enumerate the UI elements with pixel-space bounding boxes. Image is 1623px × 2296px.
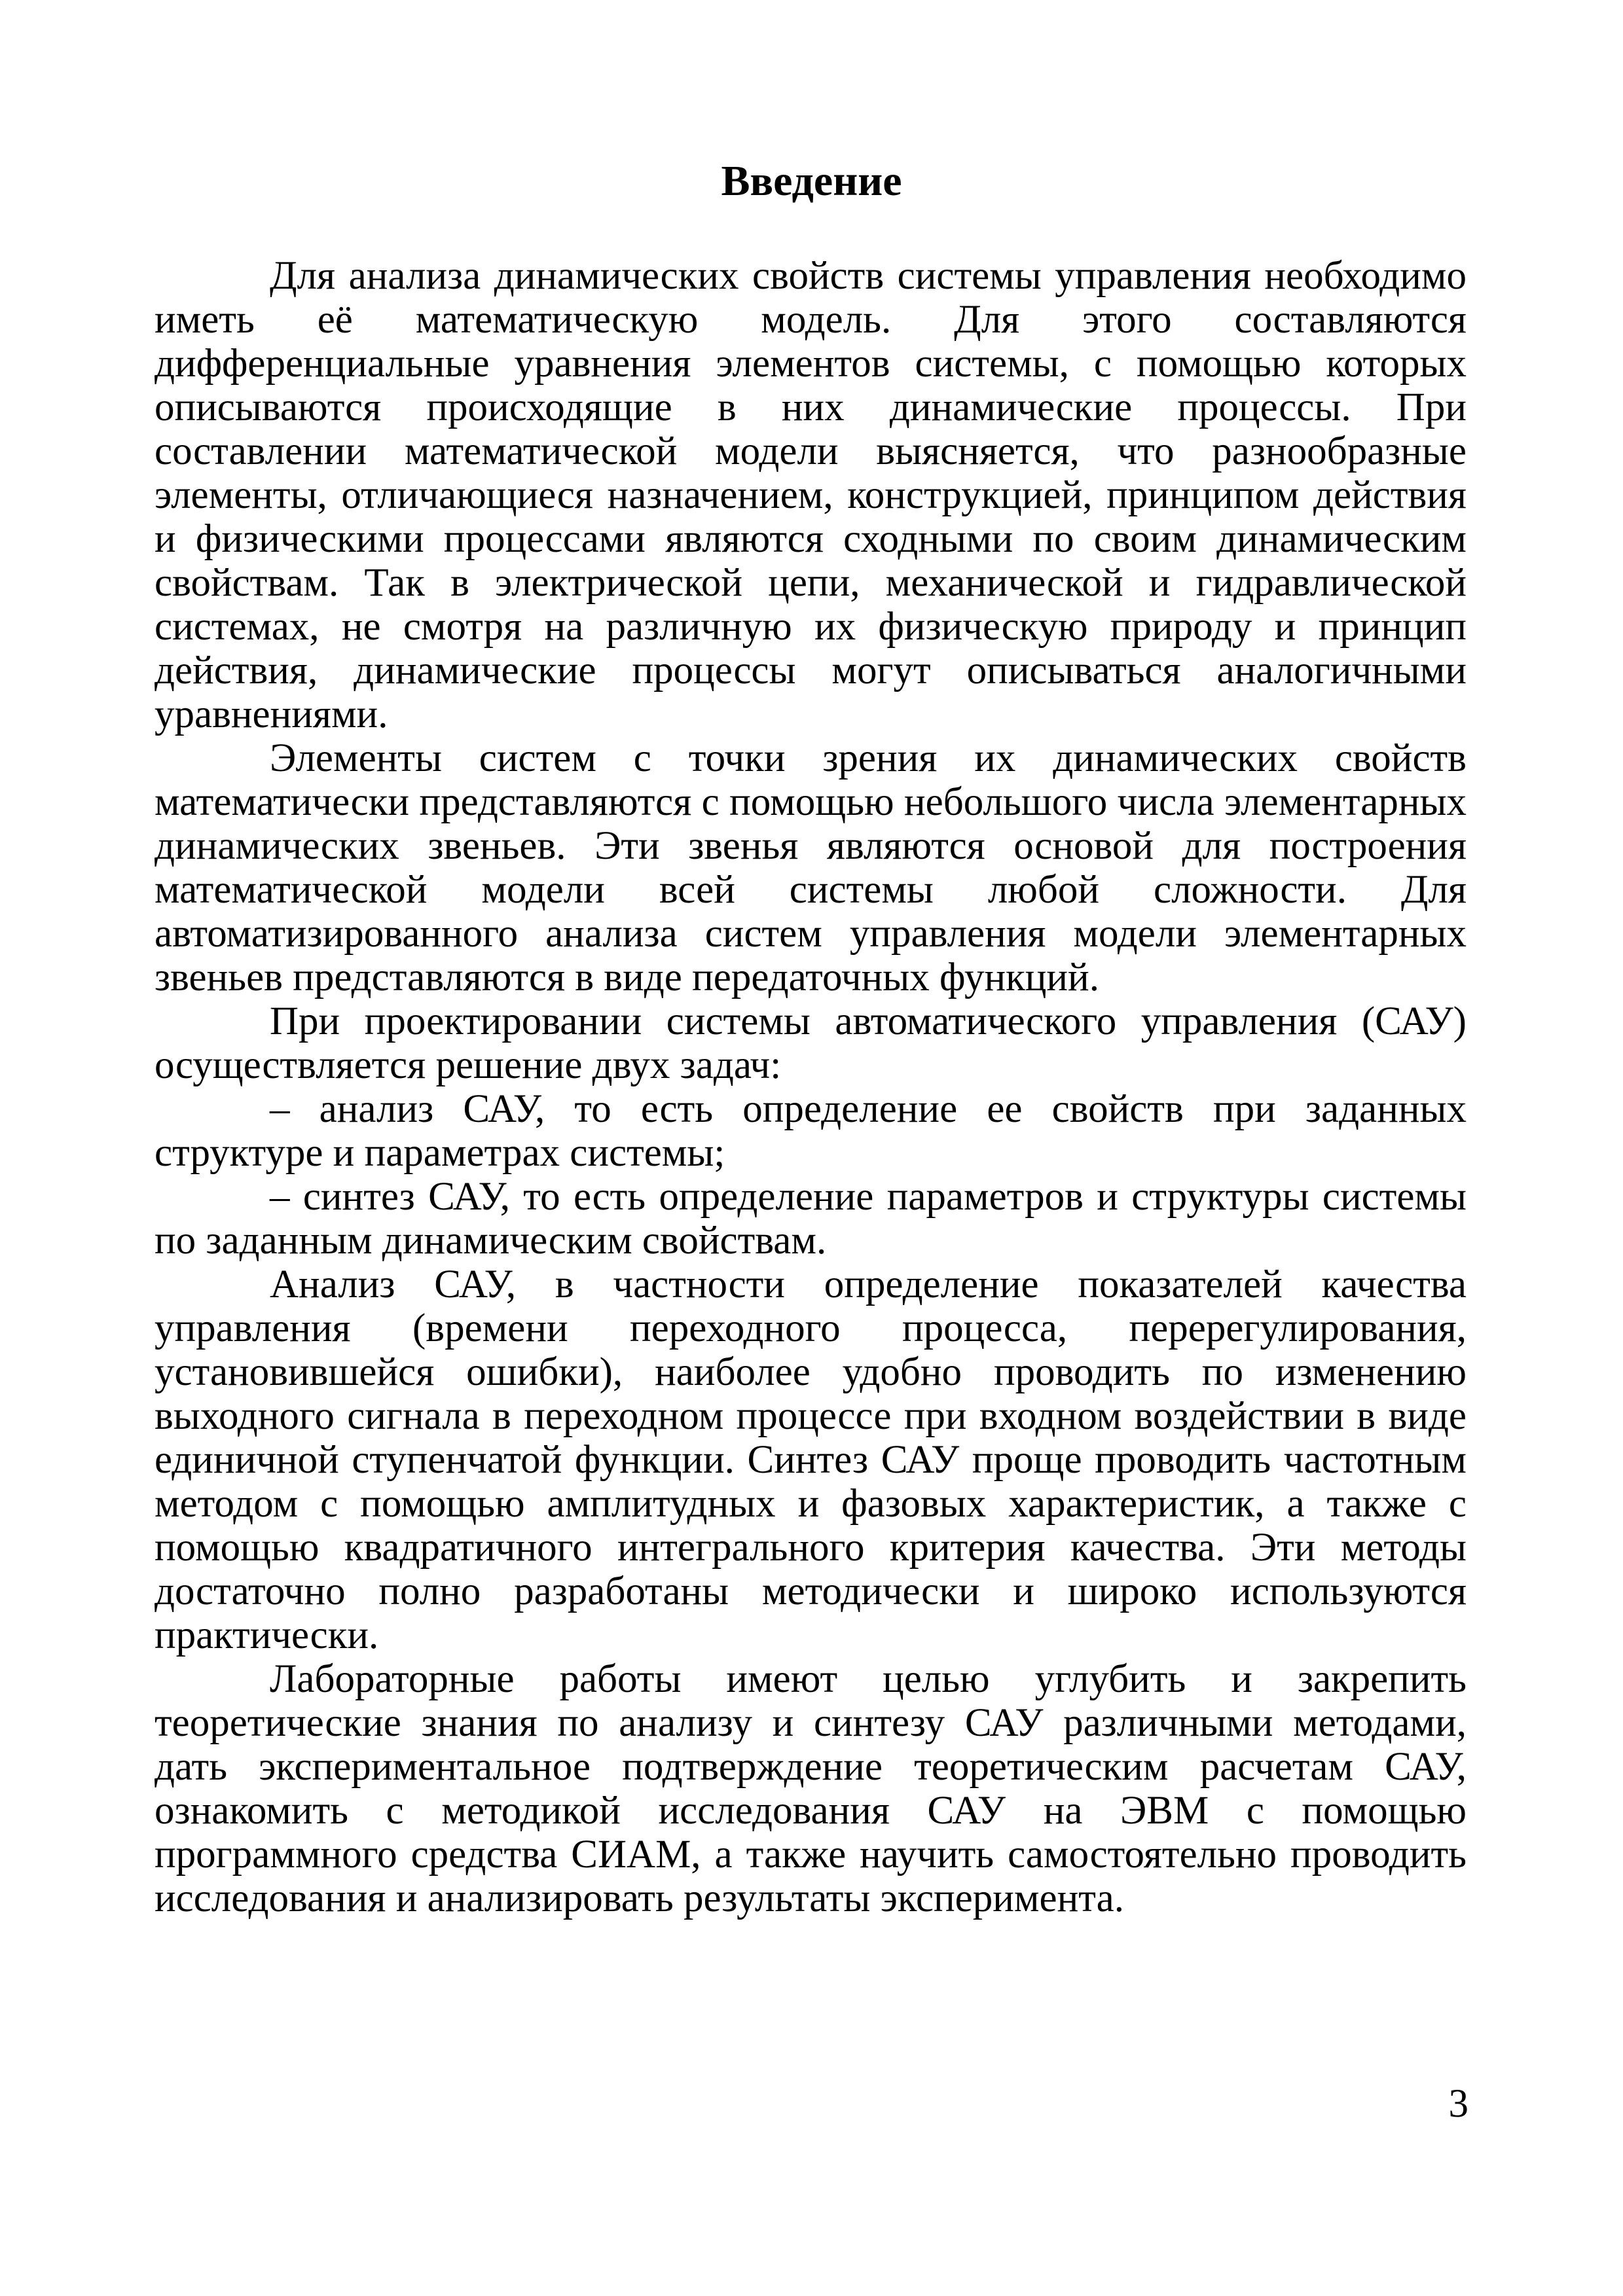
page-title: Введение <box>721 157 902 205</box>
paragraph-elementary-links: Элементы систем с точки зрения их динамических свойств математически представляются с помощью небольшого числа элементарных динамических звеньев. Эти звенья являются основой для построения математической модели всей системы любой сложности. Для автоматизированного анализа систем управления модели элементарных звеньев представляются в виде передаточных функций. <box>155 736 1467 999</box>
page-number: 3 <box>1448 2082 1468 2126</box>
paragraph-analysis-methods: Анализ САУ, в частности определение показателей качества управления (времени переходного процесса, перерегулирования, установившейся ошибки), наиболее удобно проводить по изменению выходного сигнала в переходном процессе при входном воздействии в виде единичной ступенчатой функции. Синтез САУ проще проводить частотным методом с помощью амплитудных и фазовых характеристик, а также с помощью квадратичного интегрального критерия качества. Эти методы достаточно полно разработаны методически и широко используются практически. <box>155 1263 1467 1657</box>
document-body <box>155 254 1467 1920</box>
paragraph-lab-goals: Лабораторные работы имеют целью углубить и закрепить теоретические знания по анализу и синтезу САУ различными методами, дать экспериментальное подтверждение теоретическим расчетам САУ, ознакомить с методикой исследования САУ на ЭВМ с помощью программного средства СИАМ, а также научить самостоятельно проводить исследования и анализировать результаты эксперимента. <box>155 1657 1467 1920</box>
paragraph-design-tasks: При проектировании системы автоматического управления (САУ) осуществляется решение двух задач: <box>155 999 1467 1087</box>
paragraph-intro: Для анализа динамических свойств системы управления необходимо иметь её математическую модель. Для этого составляются дифференциальные уравнения элементов системы, с помощью которых описываются происходящие в них динамические процессы. При составлении математической модели выясняется, что разнообразные элементы, отличающиеся назначением, конструкцией, принципом действия и физическими процессами являются сходными по своим динамическим свойствам. Так в электрической цепи, механической и гидравлической системах, не смотря на различную их физическую природу и принцип действия, динамические процессы могут описываться аналогичными уравнениями. <box>155 254 1467 736</box>
list-item-synthesis: – синтез САУ, то есть определение параметров и структуры системы по заданным динамическим свойствам. <box>155 1175 1467 1263</box>
list-item-analysis: – анализ САУ, то есть определение ее свойств при заданных структуре и параметрах системы; <box>155 1087 1467 1175</box>
